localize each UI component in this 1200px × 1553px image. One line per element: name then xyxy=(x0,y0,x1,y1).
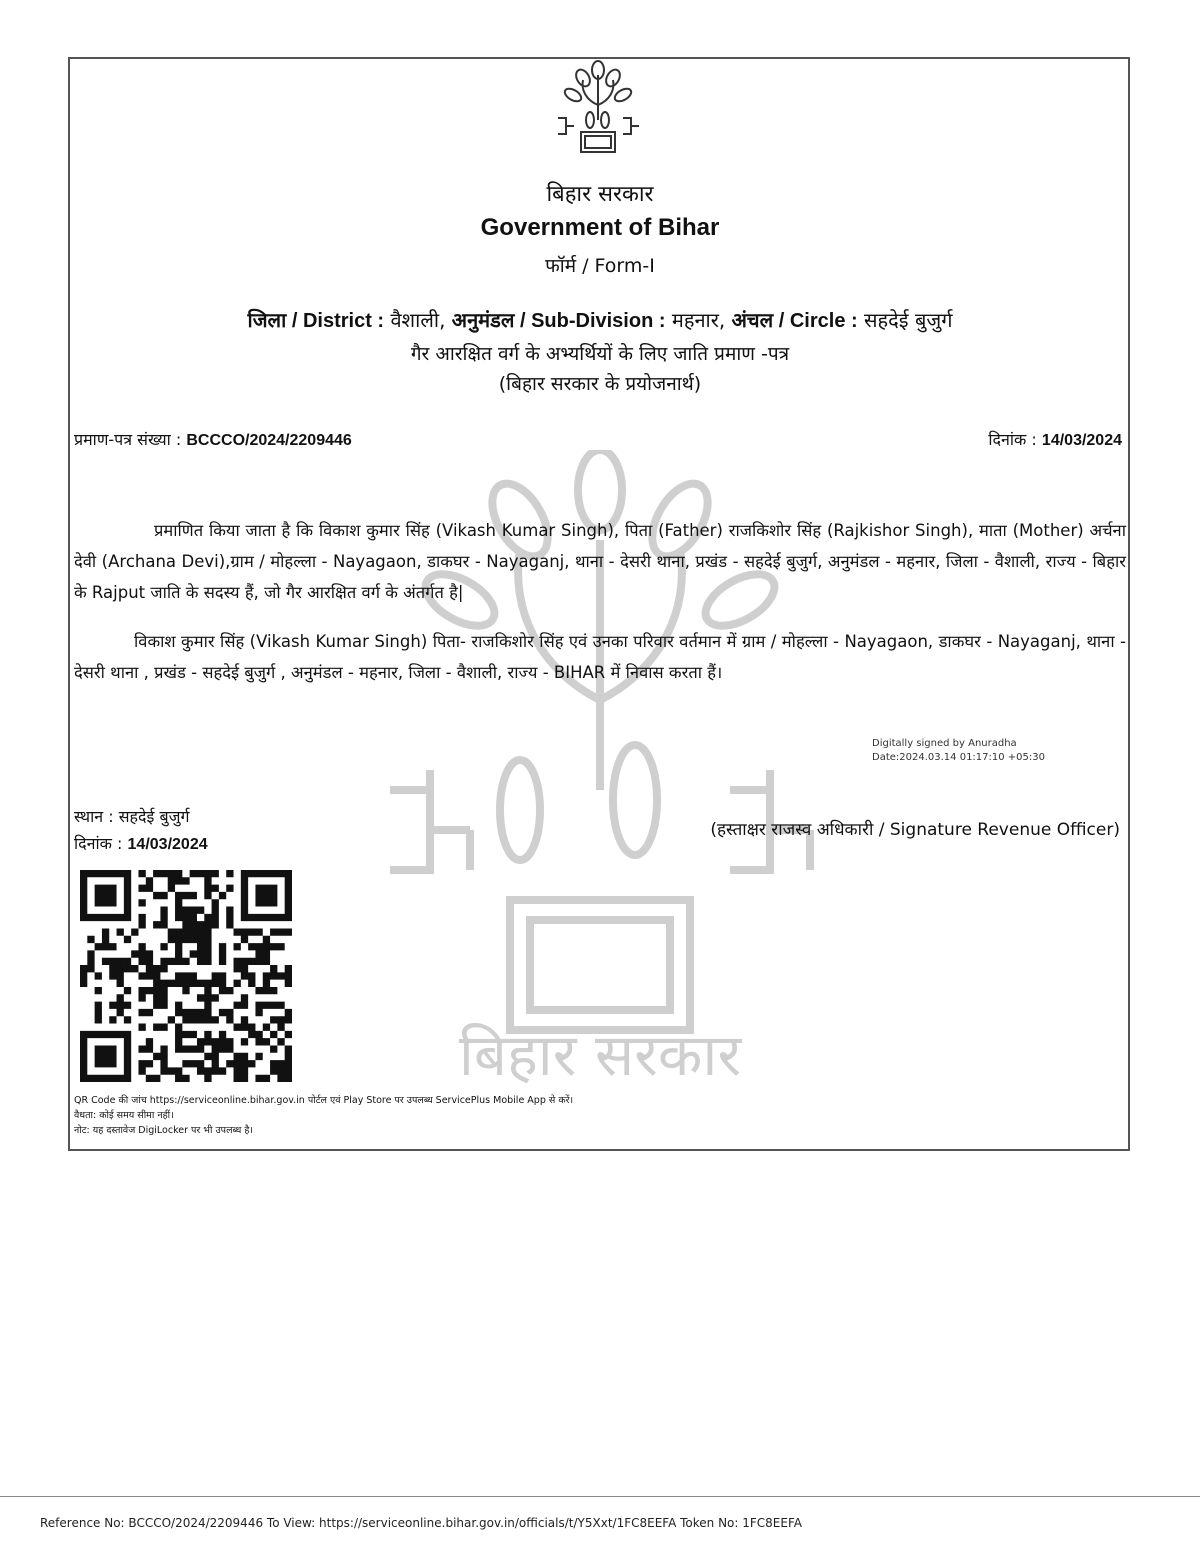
subdivision-label: अनुमंडल / Sub-Division : xyxy=(451,310,666,332)
place-value: सहदेई बुजुर्ग xyxy=(118,807,190,826)
certificate-paragraph-2: विकाश कुमार सिंह (Vikash Kumar Singh) पिता- राजकिशोर सिंह एवं उनका परिवार वर्तमान में ग्राम / मोहल्ला - Nayagaon, डाकघर - Nayaganj, थाना - देसरी थाना , प्रखंड - सहदेई बुजुर्ग , अनुमंडल - महनार, जिला - वैशाली, राज्य - BIHAR में निवास करता हैं। xyxy=(74,632,1126,682)
form-label: फॉर्म / Form-I xyxy=(545,255,655,277)
digilocker-note: नोट: यह दस्तावेज DigiLocker पर भी उपलब्ध है। xyxy=(74,1125,253,1136)
digital-signature-line2: Date:2024.03.14 01:17:10 +05:30 xyxy=(872,752,1045,763)
place-label: स्थान : xyxy=(74,807,114,826)
place-line xyxy=(74,803,208,830)
certificate-number-value: BCCCO/2024/2209446 xyxy=(186,432,352,449)
certificate-number-label: प्रमाण-पत्र संख्या : xyxy=(74,430,182,449)
validity-note: वैधता: कोई समय सीमा नहीं। xyxy=(74,1110,174,1121)
place-and-date xyxy=(74,803,208,858)
issue-date-label: दिनांक : xyxy=(988,430,1037,449)
footer-reference: Reference No: BCCCO/2024/2209446 To View: https://serviceonline.bihar.gov.in/officials/t/Y5Xxt/1FC8EEFA Token No: 1FC8EEFA xyxy=(40,1516,802,1530)
hindi-government-title: बिहार सरकार xyxy=(546,182,654,207)
bihar-emblem-logo xyxy=(553,60,643,155)
notes xyxy=(74,1093,573,1138)
signature-date-value: 14/03/2024 xyxy=(127,836,208,853)
certificate-purpose: (बिहार सरकार के प्रयोजनार्थ) xyxy=(498,373,702,395)
watermark-text: बिहार सरकार xyxy=(458,1021,742,1089)
district-value: वैशाली, xyxy=(390,308,446,332)
subdivision-value: महनार, xyxy=(671,308,726,332)
certificate-number xyxy=(74,428,352,450)
issue-date-value: 14/03/2024 xyxy=(1041,432,1122,449)
digital-signature-line1: Digitally signed by Anuradha xyxy=(872,738,1017,749)
district-label: जिला / District : xyxy=(247,310,385,332)
digital-signature xyxy=(872,737,1045,765)
certificate-paragraph-1: प्रमाणित किया जाता है कि विकाश कुमार सिंह (Vikash Kumar Singh), पिता (Father) राजकिशोर सिंह (Rajkishor Singh), माता (Mother) अर्चना देवी (Archana Devi),ग्राम / मोहल्ला - Nayagaon, डाकघर - Nayaganj, थाना - देसरी थाना, प्रखंड - सहदेई बुजुर्ग, अनुमंडल - महनार, जिला - वैशाली, राज्य - बिहार के Rajput जाति के सदस्य हैं, जो गैर आरक्षित वर्ग के अंतर्गत है| xyxy=(74,521,1126,602)
government-title: Government of Bihar xyxy=(480,214,720,241)
qr-verification-note: QR Code की जांच https://serviceonline.bihar.gov.in पोर्टल एवं Play Store पर उपलब्ध ServicePlus Mobile App से करें। xyxy=(74,1095,574,1106)
location-line xyxy=(70,306,1130,333)
qr-code xyxy=(80,870,292,1082)
signature-date-line xyxy=(74,830,208,858)
signature-date-label: दिनांक : xyxy=(74,834,123,853)
issue-date xyxy=(988,428,1122,450)
circle-value: सहदेई बुजुर्ग xyxy=(864,308,953,332)
circle-label: अंचल / Circle : xyxy=(731,310,858,332)
signatory-label: (हस्ताक्षर राजस्व अधिकारी / Signature Revenue Officer) xyxy=(710,820,1120,840)
footer-divider xyxy=(0,1496,1200,1497)
certificate-title: गैर आरक्षित वर्ग के अभ्यर्थियों के लिए जाति प्रमाण -पत्र xyxy=(410,343,790,365)
